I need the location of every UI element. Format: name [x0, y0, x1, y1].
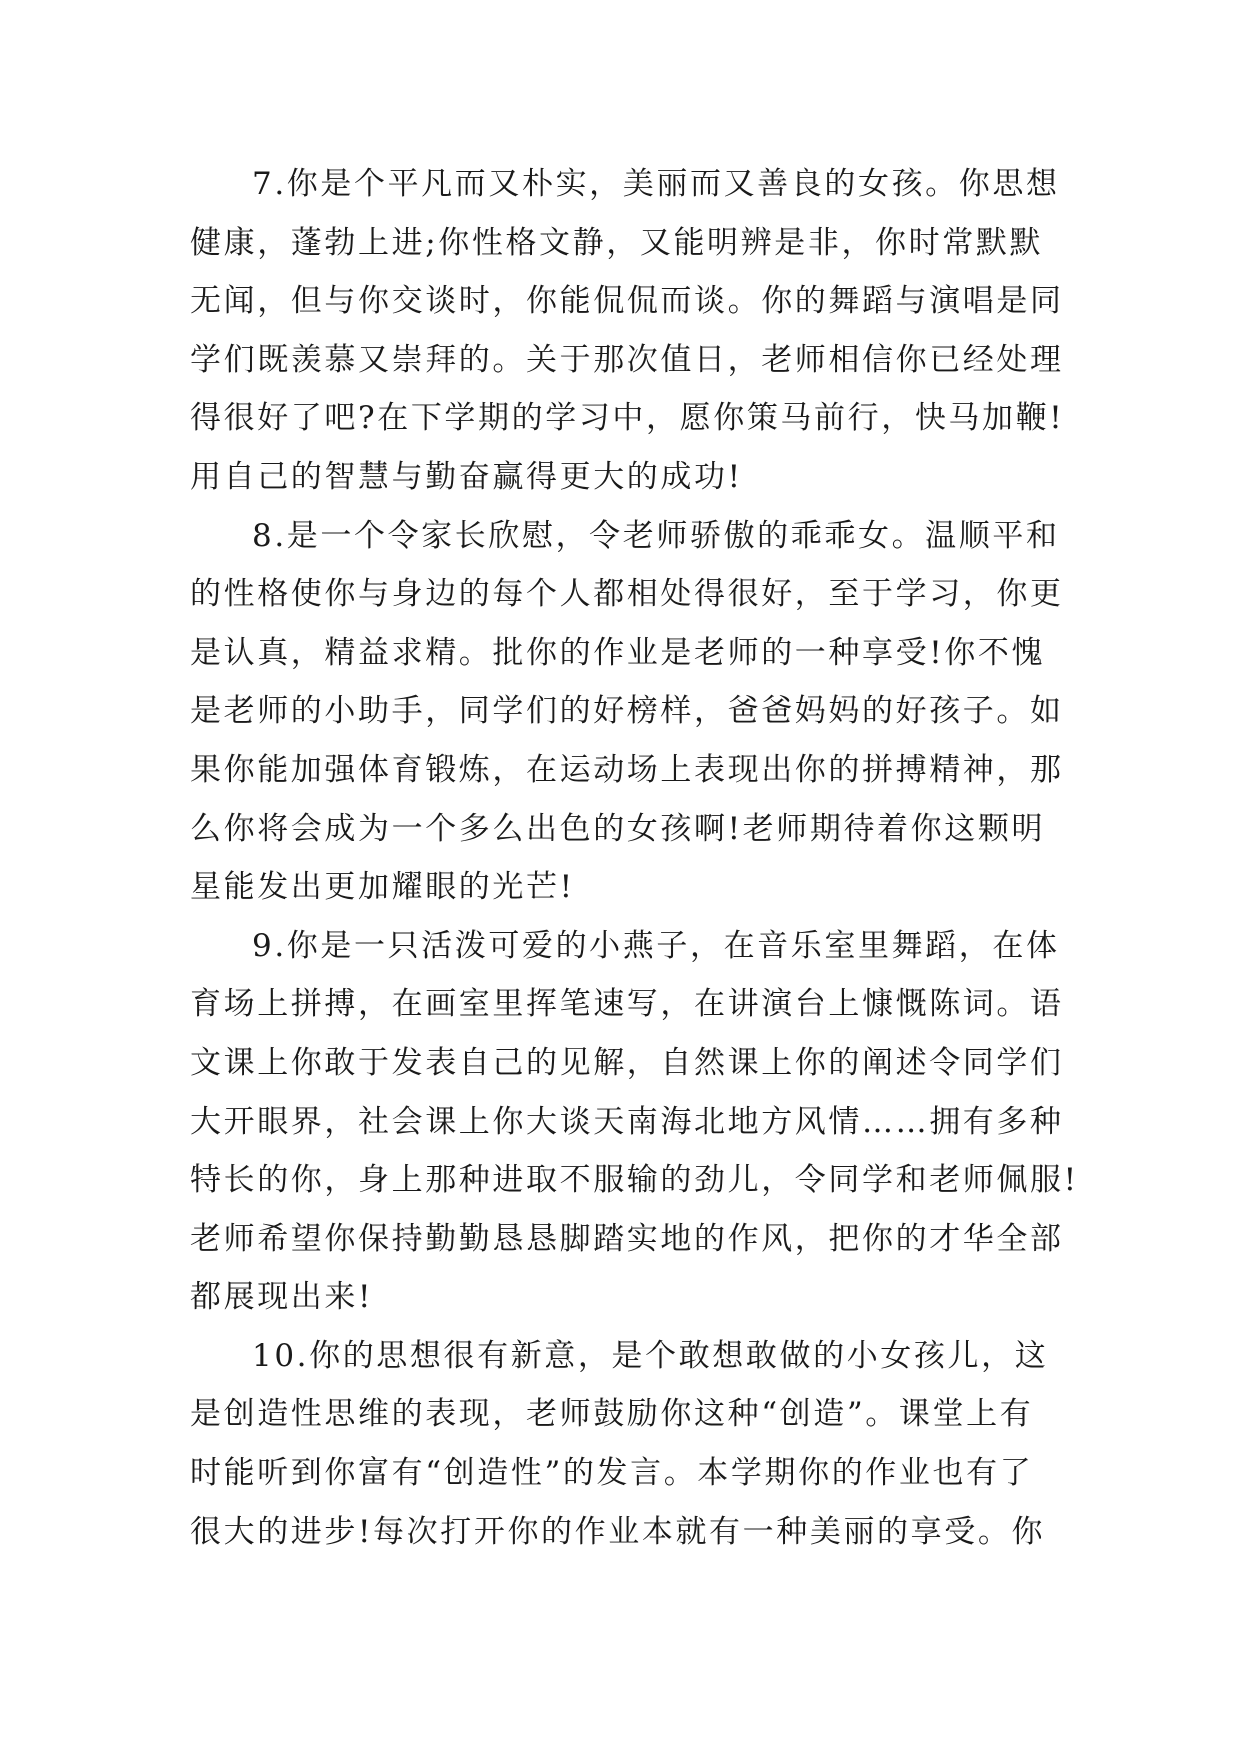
paragraph-9-line-3: 文课上你敢于发表自己的见解，自然课上你的阐述令同学们 [190, 1044, 1064, 1081]
paragraph-7-line-5: 得很好了吧?在下学期的学习中，愿你策马前行，快马加鞭! [190, 400, 1065, 437]
paragraph-7-line-4: 学们既羡慕又崇拜的。关于那次值日，老师相信你已经处理 [190, 341, 1064, 378]
paragraph-9-line-1: 9.你是一只活泼可爱的小燕子，在音乐室里舞蹈，在体 [252, 927, 1060, 964]
paragraph-9-line-6: 老师希望你保持勤勤恳恳脚踏实地的作风，把你的才华全部 [190, 1220, 1064, 1257]
paragraph-10-line-2: 是创造性思维的表现，老师鼓励你这种“创造”。课堂上有 [190, 1396, 1034, 1433]
paragraph-10-line-1: 10.你的思想很有新意，是个敢想敢做的小女孩儿，这 [252, 1337, 1049, 1374]
paragraph-7-line-1: 7.你是个平凡而又朴实，美丽而又善良的女孩。你思想 [252, 166, 1060, 202]
paragraph-8-line-4: 是老师的小助手，同学们的好榜样，爸爸妈妈的好孩子。如 [190, 693, 1064, 730]
paragraph-8-line-2: 的性格使你与身边的每个人都相处得很好，至于学习，你更 [190, 576, 1064, 613]
paragraph-10-line-4: 很大的进步!每次打开你的作业本就有一种美丽的享受。你 [190, 1513, 1046, 1550]
paragraph-8-line-7: 星能发出更加耀眼的光芒! [190, 869, 575, 906]
paragraph-10-line-3: 时能听到你富有“创造性”的发言。本学期你的作业也有了 [190, 1455, 1034, 1492]
paragraph-8-line-5: 果你能加强体育锻炼，在运动场上表现出你的拼搏精神，那 [190, 751, 1064, 788]
paragraph-7-line-3: 无闻，但与你交谈时，你能侃侃而谈。你的舞蹈与演唱是同 [190, 283, 1064, 320]
paragraph-9-line-2: 育场上拼搏，在画室里挥笔速写，在讲演台上慷慨陈词。语 [190, 986, 1064, 1023]
paragraph-8-line-6: 么你将会成为一个多么出色的女孩啊!老师期待着你这颗明 [190, 810, 1046, 847]
paragraph-9-line-5: 特长的你，身上那种进取不服输的劲儿，令同学和老师佩服! [190, 1162, 1079, 1199]
paragraph-7-line-2: 健康，蓬勃上进;你性格文静，又能明辨是非，你时常默默 [190, 224, 1044, 261]
paragraph-7-line-6: 用自己的智慧与勤奋赢得更大的成功! [190, 458, 743, 495]
paragraph-8-line-1: 8.是一个令家长欣慰，令老师骄傲的乖乖女。温顺平和 [252, 517, 1060, 554]
paragraph-8-line-3: 是认真，精益求精。批你的作业是老师的一种享受!你不愧 [190, 634, 1046, 671]
document-body [190, 155, 1079, 1561]
paragraph-9-line-7: 都展现出来! [190, 1279, 374, 1316]
paragraph-9-line-4: 大开眼界，社会课上你大谈天南海北地方风情……拥有多种 [190, 1103, 1064, 1140]
